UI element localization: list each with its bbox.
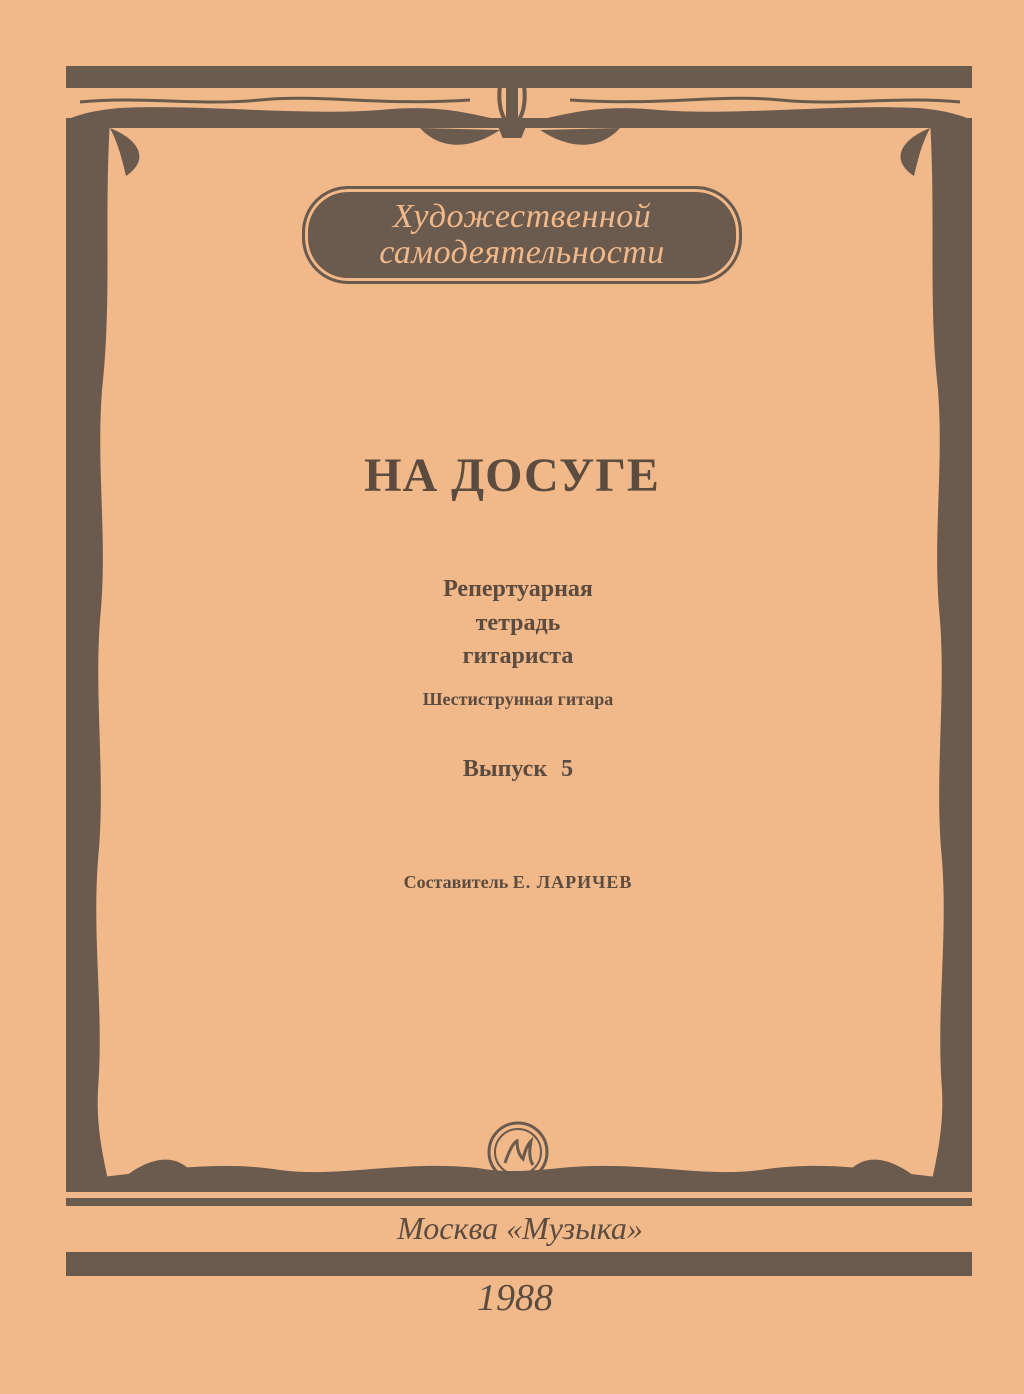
top-bar: [66, 66, 972, 88]
top-wavy-line: [80, 98, 960, 102]
publication-year: 1988: [477, 1277, 553, 1319]
subtitle-line-2: тетрадь: [475, 610, 561, 636]
lower-border-line: [66, 1198, 972, 1206]
subtitle-line-1: Репертуарная: [443, 576, 593, 602]
compiler-line: [0, 872, 1024, 893]
instrument-line: Шестиструнная гитара: [422, 689, 614, 709]
series-line-2: самодеятельности: [379, 234, 665, 271]
book-title: НА ДОСУГЕ: [364, 449, 660, 502]
issue-number: 5: [561, 756, 574, 782]
series-plate: [302, 186, 742, 284]
compiler-label: Составитель: [403, 872, 509, 892]
muzyka-logo-icon: [487, 1121, 549, 1183]
bottom-bar: [66, 1252, 972, 1276]
compiler-name: Е. ЛАРИЧЕВ: [512, 872, 633, 892]
issue-label: Выпуск: [462, 756, 548, 782]
issue-line: [0, 756, 1024, 783]
subtitle-line-3: гитариста: [462, 643, 574, 669]
publisher-line: Москва «Музыка»: [397, 1210, 643, 1246]
series-line-1: Художественной: [392, 198, 652, 235]
